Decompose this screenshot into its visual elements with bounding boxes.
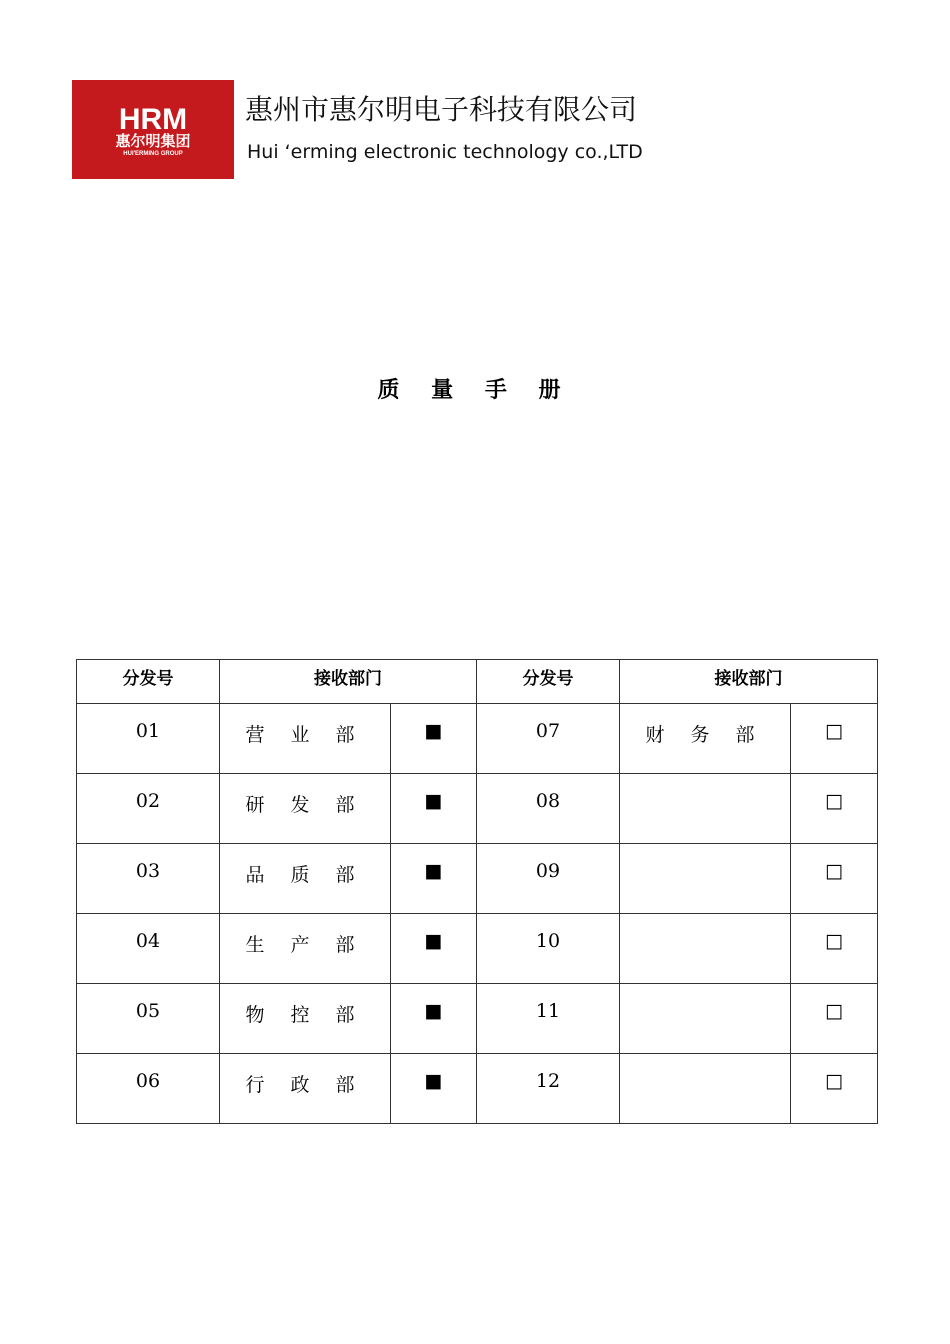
table-row [77,774,878,844]
header-dist-no-right: 分发号 [477,660,620,704]
dept-cell [620,774,791,844]
table-header-row [77,660,878,704]
dept-cell [620,984,791,1054]
dist-no-cell: 10 [477,914,620,984]
dist-no-cell: 01 [77,704,220,774]
table-row [77,844,878,914]
dept-cell: 行 政 部 [220,1054,391,1124]
dist-no-cell: 12 [477,1054,620,1124]
dept-cell: 品 质 部 [220,844,391,914]
dept-cell [620,844,791,914]
checked-box-icon: ■ [391,774,477,844]
header-dept-left: 接收部门 [220,660,477,704]
dept-cell: 生 产 部 [220,914,391,984]
empty-box-icon: □ [791,1054,878,1124]
dist-no-cell: 04 [77,914,220,984]
checked-box-icon: ■ [391,984,477,1054]
table-row [77,984,878,1054]
company-name-cn: 惠州市惠尔明电子科技有限公司 [245,93,638,126]
dist-no-cell: 08 [477,774,620,844]
dist-no-cell: 09 [477,844,620,914]
dist-no-cell: 03 [77,844,220,914]
checked-box-icon: ■ [391,844,477,914]
header-dist-no-left: 分发号 [77,660,220,704]
dist-no-cell: 11 [477,984,620,1054]
distribution-table [76,659,878,1124]
empty-box-icon: □ [791,984,878,1054]
table-row [77,914,878,984]
logo-en-text: HUI'ERMING GROUP [123,151,183,157]
empty-box-icon: □ [791,914,878,984]
dist-no-cell: 02 [77,774,220,844]
dept-cell: 财 务 部 [620,704,791,774]
logo-cn-text: 惠尔明集团 [115,132,191,150]
logo-graphic [72,80,234,179]
table-row [77,1054,878,1124]
header-dept-right: 接收部门 [620,660,878,704]
company-logo [72,80,234,179]
dist-no-cell: 06 [77,1054,220,1124]
dist-no-cell: 07 [477,704,620,774]
checked-box-icon: ■ [391,1054,477,1124]
empty-box-icon: □ [791,774,878,844]
table-row [77,704,878,774]
dist-no-cell: 05 [77,984,220,1054]
dept-cell [620,1054,791,1124]
dept-cell: 营 业 部 [220,704,391,774]
empty-box-icon: □ [791,704,878,774]
checked-box-icon: ■ [391,914,477,984]
logo-text: HRM [118,103,188,136]
dept-cell: 物 控 部 [220,984,391,1054]
dept-cell: 研 发 部 [220,774,391,844]
document-title: 质 量 手 册 [377,378,573,403]
company-name-en: Hui ‘erming electronic technology co.,LTD [247,141,643,163]
checked-box-icon: ■ [391,704,477,774]
empty-box-icon: □ [791,844,878,914]
dept-cell [620,914,791,984]
